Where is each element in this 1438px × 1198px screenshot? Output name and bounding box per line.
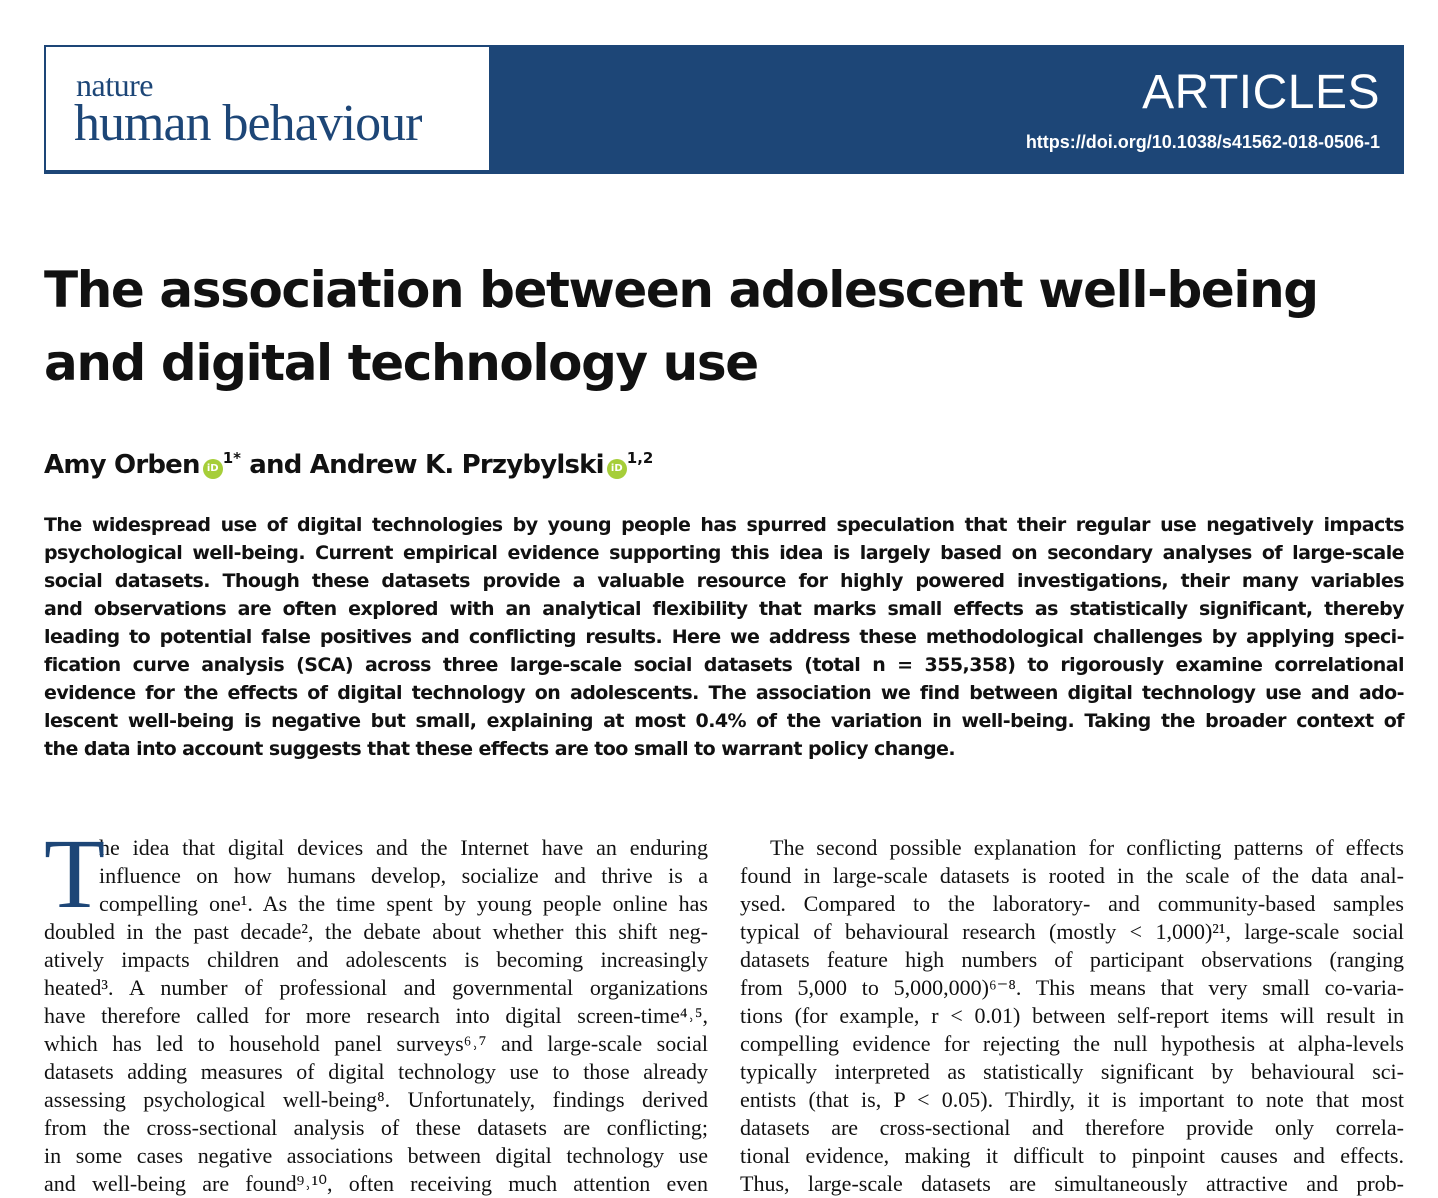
logo-journal-name: human behaviour xyxy=(74,95,422,152)
body-line: from 5,000 to 5,000,000)⁶⁻⁸. This means that very small co-varia- xyxy=(740,975,1404,1000)
orcid-icon[interactable]: iD xyxy=(203,459,223,479)
journal-banner xyxy=(44,45,1404,174)
body-line: have therefore called for more research into digital screen-time⁴˒⁵, xyxy=(44,1003,708,1028)
body-line: tions (for example, r < 0.01) between self-report items will result in xyxy=(740,1003,1404,1028)
body-line: he idea that digital devices and the Internet have an enduring xyxy=(99,835,708,860)
abstract-line: and observations are often explored with an analytical flexibility that marks small effects as statistically significant, thereby xyxy=(44,598,1404,620)
body-line: in some cases negative associations between digital technology use xyxy=(44,1143,708,1168)
abstract-line: social datasets. Though these datasets provide a valuable resource for highly powered investigations, their many variables xyxy=(44,570,1404,592)
author-name[interactable]: Andrew K. Przybylski xyxy=(309,450,604,480)
body-line: entists (that is, P < 0.05). Thirdly, it is important to note that most xyxy=(740,1087,1404,1112)
abstract-line: evidence for the effects of digital technology on adolescents. The association we find between digital technology use and ado- xyxy=(44,682,1404,704)
doi-link[interactable]: https://doi.org/10.1038/s41562-018-0506-1 xyxy=(1025,132,1380,152)
body-line: and well-being are found⁹˒¹⁰, often receiving much attention even xyxy=(44,1171,708,1196)
abstract-line: the data into account suggests that these effects are too small to warrant policy change. xyxy=(44,738,956,760)
article-title: The association between adolescent well-being and digital technology use xyxy=(44,261,1318,392)
abstract-line: fication curve analysis (SCA) across three large-scale social datasets (total n = 355,358) to rigorously examine correlational xyxy=(44,654,1404,676)
body-line: found in large-scale datasets is rooted in the scale of the data anal- xyxy=(740,863,1404,888)
body-line: datasets are cross-sectional and therefore provide only correla- xyxy=(740,1115,1404,1140)
abstract xyxy=(44,511,1404,763)
author-list xyxy=(44,440,653,483)
logo-nature-text: nature xyxy=(76,67,153,103)
body-line: heated³. A number of professional and governmental organizations xyxy=(44,975,708,1000)
body-line: The second possible explanation for conflicting patterns of effects xyxy=(770,835,1404,860)
section-label: ARTICLES xyxy=(1142,66,1380,119)
body-line: assessing psychological well-being⁸. Unfortunately, findings derived xyxy=(44,1087,708,1112)
drop-cap: T xyxy=(44,818,106,929)
author-joiner: and xyxy=(249,450,302,480)
abstract-line: The widespread use of digital technologies by young people has spurred speculation that their regular use negatively impacts xyxy=(44,514,1404,536)
body-line: ysed. Compared to the laboratory- and community-based samples xyxy=(740,891,1404,916)
body-line: Thus, large-scale datasets are simultaneously attractive and prob- xyxy=(740,1171,1404,1196)
body-line: typically interpreted as statistically significant by behavioural sci- xyxy=(740,1059,1404,1084)
body-line: datasets feature high numbers of participant observations (ranging xyxy=(740,947,1404,972)
body-line: datasets adding measures of digital technology use to those already xyxy=(44,1059,708,1084)
body-line: influence on how humans develop, socialize and thrive is a xyxy=(99,863,708,888)
abstract-line: lescent well-being is negative but small, explaining at most 0.4% of the variation in well-being. Taking the broader context of xyxy=(44,710,1404,732)
body-line: doubled in the past decade², the debate about whether this shift neg- xyxy=(44,919,708,944)
author-name[interactable]: Amy Orben xyxy=(44,450,200,480)
journal-logo[interactable] xyxy=(46,47,489,170)
orcid-icon[interactable]: iD xyxy=(607,459,627,479)
body-line: from the cross-sectional analysis of these datasets are conflicting; xyxy=(44,1115,708,1140)
body-column-left xyxy=(44,818,708,1198)
body-column-right xyxy=(740,834,1404,1198)
body-line: tional evidence, making it difficult to pinpoint causes and effects. xyxy=(740,1143,1404,1168)
body-line: atively impacts children and adolescents is becoming increasingly xyxy=(44,947,708,972)
body-line: compelling evidence for rejecting the null hypothesis at alpha-levels xyxy=(740,1031,1404,1056)
abstract-line: leading to potential false positives and conflicting results. Here we address these methodological challenges by applying speci- xyxy=(44,626,1404,648)
body-line: which has led to household panel surveys⁶˒⁷ and large-scale social xyxy=(44,1031,708,1056)
author-affiliation: 1,2 xyxy=(626,449,654,467)
author-affiliation: 1* xyxy=(222,449,241,467)
body-line: compelling one¹. As the time spent by young people online has xyxy=(99,891,708,916)
abstract-line: psychological well-being. Current empirical evidence supporting this idea is largely based on secondary analyses of large-scale xyxy=(44,542,1404,564)
body-line: typical of behavioural research (mostly < 1,000)²¹, large-scale social xyxy=(740,919,1404,944)
